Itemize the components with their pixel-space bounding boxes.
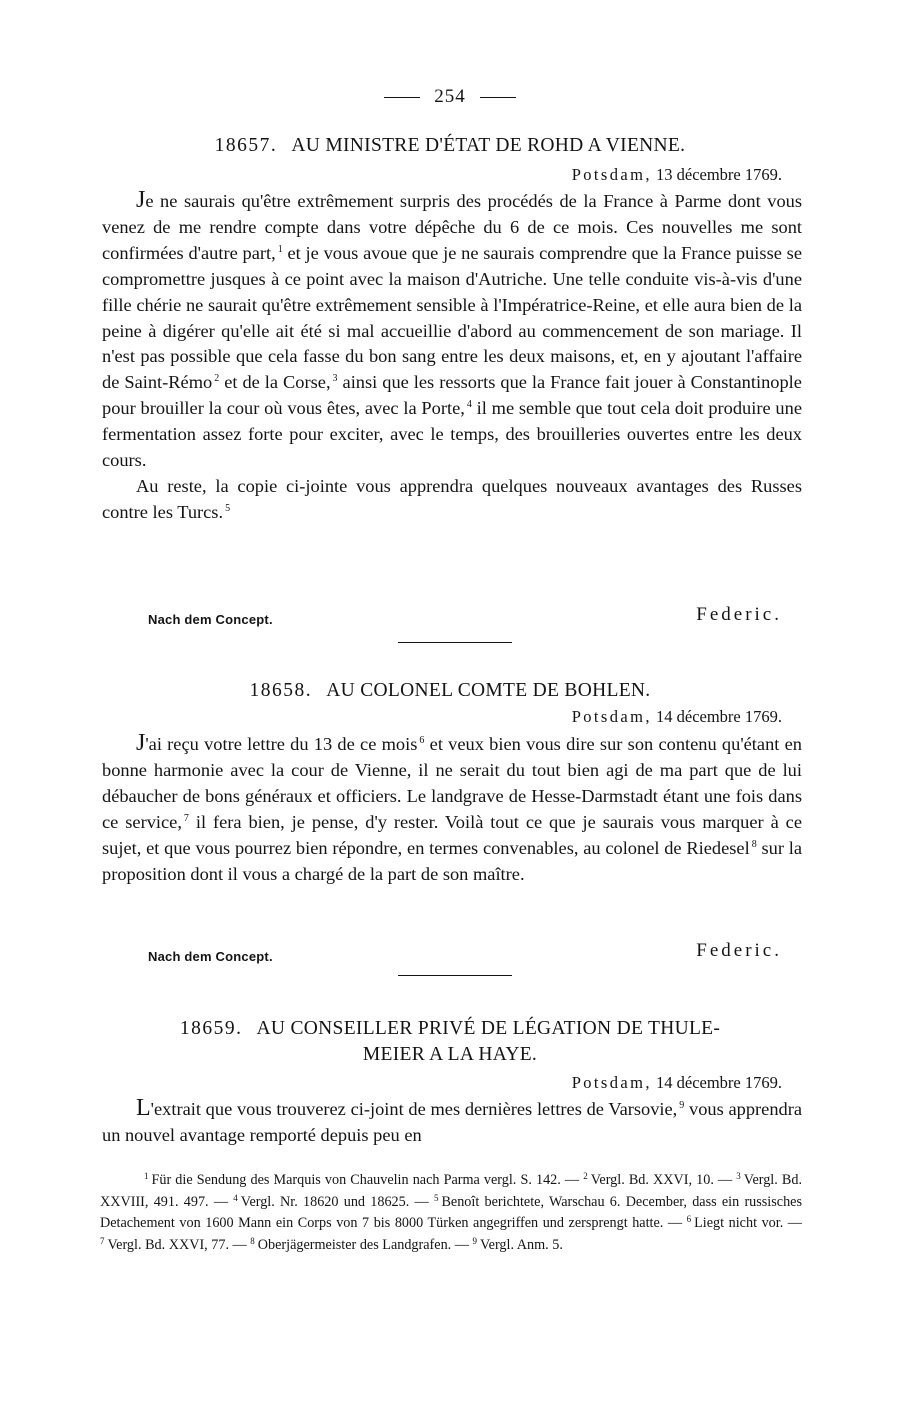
letter-heading-18658 bbox=[100, 678, 800, 704]
text-run: Au reste, la copie ci-jointe vous apprendra quelques nouveaux avantages des Russes contre les Turcs. bbox=[102, 475, 802, 522]
dateline-date: 14 décembre 1769. bbox=[656, 707, 782, 726]
letter-title: AU CONSEILLER PRIVÉ DE LÉGATION DE THULE- bbox=[256, 1018, 721, 1039]
text-run: sur la proposition dont il vous a chargé de la part de son maître. bbox=[102, 837, 802, 884]
footnote-ref: 7 bbox=[183, 812, 189, 824]
letter-title: AU MINISTRE D'ÉTAT DE ROHD A VIENNE. bbox=[291, 135, 686, 156]
letter-title: AU COLONEL COMTE DE BOHLEN. bbox=[326, 680, 651, 701]
footnote-ref: 1 bbox=[277, 243, 283, 255]
dateline-place: Potsdam, bbox=[571, 165, 652, 184]
signature: Federic. bbox=[696, 604, 782, 625]
footnote-ref: 8 bbox=[751, 838, 757, 850]
footnote-block bbox=[100, 1170, 802, 1257]
dateline-date: 13 décembre 1769. bbox=[656, 165, 782, 184]
footnote-text: Vergl. Nr. 18620 und 18625. — bbox=[240, 1193, 429, 1210]
dateline-date: 14 décembre 1769. bbox=[656, 1073, 782, 1092]
text-run: ainsi que les ressorts que la France fait jouer à Constantinople pour brouiller la cour où vous êtes, avec la Porte, bbox=[102, 372, 802, 419]
initial-letter: J bbox=[136, 730, 146, 756]
letter-body-18659 bbox=[102, 1097, 802, 1149]
letter-heading-18659 bbox=[100, 1016, 800, 1068]
letter-body-18657 bbox=[102, 189, 802, 526]
footnote-text: Für die Sendung des Marquis von Chauvelin nach Parma vergl. S. 142. — bbox=[151, 1172, 580, 1188]
text-run: 'extrait que vous trouverez ci-joint de mes dernières lettres de Varsovie, bbox=[150, 1099, 678, 1119]
letter-body-18658 bbox=[102, 732, 802, 887]
footnote-text: Liegt nicht vor. — bbox=[694, 1215, 802, 1232]
footnote-ref: 3 bbox=[332, 373, 338, 385]
paragraph bbox=[102, 1097, 802, 1149]
footnote-number: 9 bbox=[472, 1236, 477, 1247]
text-run: et veux bien vous dire sur son contenu qu'étant en bonne harmonie avec la cour de Vienne, il ne serait du tout bien agi de ma part que de lui débaucher de bons généraux et officiers. Le landgrave de Hesse-Darmstadt étant une fois dans ce service, bbox=[102, 734, 802, 832]
source-note: Nach dem Concept. bbox=[148, 612, 273, 627]
letter-number: 18657. bbox=[214, 135, 278, 156]
footnotes bbox=[100, 1170, 802, 1257]
text-run: et je vous avoue que je ne saurais comprendre que la France puisse se compromettre jusques à ce point avec la maison d'Autriche. Une telle conduite vis-à-vis d'une fille chérie ne saurait qu'être extrêmement sensible à l'Impératrice-Reine, et elle aura bien de la peine à digérer qu'elle ait été si mal accueillie d'abord au commencement de son mariage. Il n'est pas possible que cela fasse du bon sang entre les deux maisons, et, en y ajoutant l'affaire de Saint-Rémo bbox=[102, 242, 802, 393]
page-number-text: 254 bbox=[434, 86, 466, 107]
footnote-number: 2 bbox=[583, 1171, 588, 1181]
footnote-ref: 5 bbox=[225, 502, 231, 514]
text-run: et de la Corse, bbox=[224, 372, 331, 393]
footnote-number: 1 bbox=[144, 1171, 149, 1181]
footnote-text: Vergl. Bd. XXVIII, 491. 497. — bbox=[100, 1172, 803, 1210]
text-run: vous apprendra un nouvel avantage remporté depuis peu en bbox=[102, 1099, 803, 1145]
signature: Federic. bbox=[696, 940, 782, 961]
paragraph bbox=[102, 732, 802, 887]
footnote-number: 7 bbox=[100, 1236, 105, 1247]
letter-title-line bbox=[100, 1016, 800, 1042]
footnote-text: Vergl. Anm. 5. bbox=[480, 1237, 563, 1254]
section-divider bbox=[398, 975, 512, 976]
dateline-place: Potsdam, bbox=[571, 707, 652, 726]
footnote-ref: 2 bbox=[214, 373, 220, 385]
footnote-text: Oberjägermeister des Landgrafen. — bbox=[257, 1237, 469, 1254]
dateline-18658 bbox=[572, 707, 782, 727]
footnote-number: 8 bbox=[250, 1236, 255, 1247]
footnote-text: Vergl. Bd. XXVI, 77. — bbox=[107, 1237, 247, 1254]
footnote-text: Benoît berichtete, Warschau 6. December, dass ein russisches Detachement von 1600 Mann ein Corps von 7 bis 8000 Türken angegriffen und zersprengt hatte. — bbox=[100, 1193, 802, 1232]
footnote-number: 4 bbox=[233, 1192, 238, 1203]
initial-letter: J bbox=[136, 187, 146, 213]
dateline-place: Potsdam, bbox=[571, 1073, 652, 1092]
letter-number: 18659. bbox=[179, 1018, 243, 1039]
footnote-number: 3 bbox=[736, 1171, 741, 1181]
footnote-text: Vergl. Bd. XXVI, 10. — bbox=[590, 1172, 733, 1188]
dateline-18659 bbox=[572, 1073, 782, 1093]
footnote-ref: 4 bbox=[466, 399, 472, 411]
text-run: 'ai reçu votre lettre du 13 de ce mois bbox=[145, 734, 418, 754]
paragraph bbox=[102, 474, 802, 526]
footnote-ref: 9 bbox=[679, 1100, 685, 1111]
footnote-number: 5 bbox=[433, 1192, 439, 1203]
text-run: il fera bien, je pense, d'y rester. Voilà tout ce que je saurais vous marquer à ce sujet, et que vous pourrez bien répondre, en termes convenables, au colonel de Riedesel bbox=[102, 811, 802, 858]
letter-number: 18658. bbox=[249, 680, 313, 701]
paragraph bbox=[102, 189, 802, 474]
section-divider bbox=[398, 642, 512, 643]
footnote-ref: 6 bbox=[419, 735, 425, 746]
text-run: il me semble que tout cela doit produire une fermentation assez forte pour exciter, avec le temps, des brouilleries ouvertes entre les deux cours. bbox=[102, 398, 802, 471]
initial-letter: L bbox=[136, 1095, 151, 1121]
letter-heading-18657 bbox=[100, 133, 800, 159]
text-run: e ne saurais qu'être extrêmement surpris des procédés de la France à Parme dont vous venez de me rendre compte dans votre dépêche du 6 de ce mois. Ces nouvelles me sont confirmées d'autre part, bbox=[102, 191, 802, 263]
page-number-dash-left bbox=[384, 97, 420, 98]
footnote-number: 6 bbox=[686, 1214, 692, 1225]
source-note: Nach dem Concept. bbox=[148, 949, 273, 964]
page-number bbox=[0, 86, 900, 108]
dateline-18657 bbox=[572, 165, 782, 185]
letter-title-continued: MEIER A LA HAYE. bbox=[362, 1044, 538, 1065]
page-number-dash-right bbox=[480, 97, 516, 98]
